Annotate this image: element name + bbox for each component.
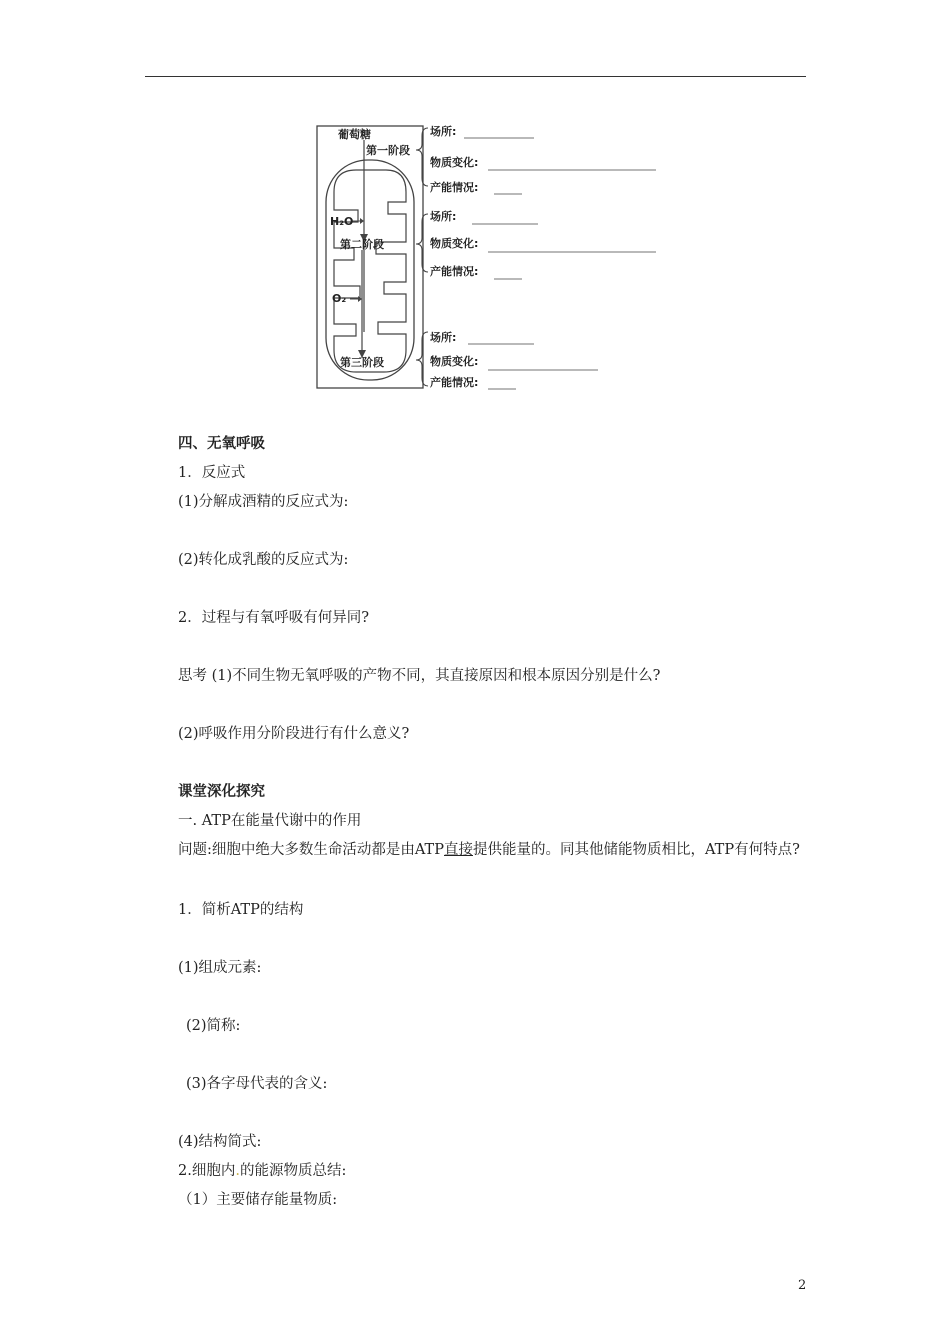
stage2-energy: 产能情况:	[430, 265, 479, 278]
stage1-change: 物质变化:	[430, 156, 479, 169]
stage2-place: 场所:	[430, 210, 457, 223]
deep-s1b: (2)简称:	[186, 1018, 241, 1034]
question-text-1: 问题:细胞中绝大多数生命活动都是由ATP	[178, 842, 444, 858]
oxygen-label: O₂	[332, 292, 347, 305]
stage3-energy: 产能情况:	[430, 376, 479, 389]
question-text-2: 提供能量的。同其他储能物质相比，ATP有何特点?	[473, 842, 800, 858]
deep-s1c: (3)各字母代表的含义:	[186, 1076, 328, 1092]
stage1-energy: 产能情况:	[430, 181, 479, 194]
deep-title: 课堂深化探究	[178, 783, 265, 800]
deep-sub1: 一. ATP在能量代谢中的作用	[178, 813, 362, 829]
section4-item1: 1．反应式	[178, 465, 246, 481]
glucose-label: 葡萄糖	[338, 128, 371, 141]
deep-s1: 1．简析ATP的结构	[178, 902, 304, 918]
section4-item1a: (1)分解成酒精的反应式为:	[178, 494, 349, 510]
stage1-place: 场所:	[430, 125, 457, 138]
s2-text-2: 的能源物质总结:	[239, 1163, 347, 1179]
deep-s2	[178, 1161, 346, 1181]
stage3-change: 物质变化:	[430, 355, 479, 368]
deep-question	[145, 838, 810, 862]
section4-item1b: (2)转化成乳酸的反应式为:	[178, 552, 349, 568]
stage1-label: 第一阶段	[366, 144, 410, 157]
section4-title: 四、无氧呼吸	[178, 435, 265, 452]
stage2-label: 第二阶段	[340, 238, 384, 251]
page-number: 2	[798, 1278, 807, 1293]
section4-think2: (2)呼吸作用分阶段进行有什么意义?	[178, 726, 410, 742]
deep-s2-1: （1）主要储存能量物质:	[178, 1192, 338, 1208]
stage3-label: 第三阶段	[340, 356, 384, 369]
mitochondria-diagram	[316, 122, 666, 394]
section4-item2: 2．过程与有氧呼吸有何异同?	[178, 610, 369, 626]
section4-think1: 思考 (1)不同生物无氧呼吸的产物不同，其直接原因和根本原因分别是什么?	[178, 668, 661, 684]
s2-text-1: 2.细胞内	[178, 1163, 236, 1179]
deep-s1a: (1)组成元素:	[178, 960, 262, 976]
question-underline: 直接	[444, 842, 473, 858]
stage2-change: 物质变化:	[430, 237, 479, 250]
water-label: H₂O	[330, 215, 354, 228]
deep-s1d: (4)结构简式:	[178, 1134, 262, 1150]
header-rule	[145, 76, 806, 77]
stage3-place: 场所:	[430, 331, 457, 344]
s2-dot: .	[235, 1163, 240, 1179]
